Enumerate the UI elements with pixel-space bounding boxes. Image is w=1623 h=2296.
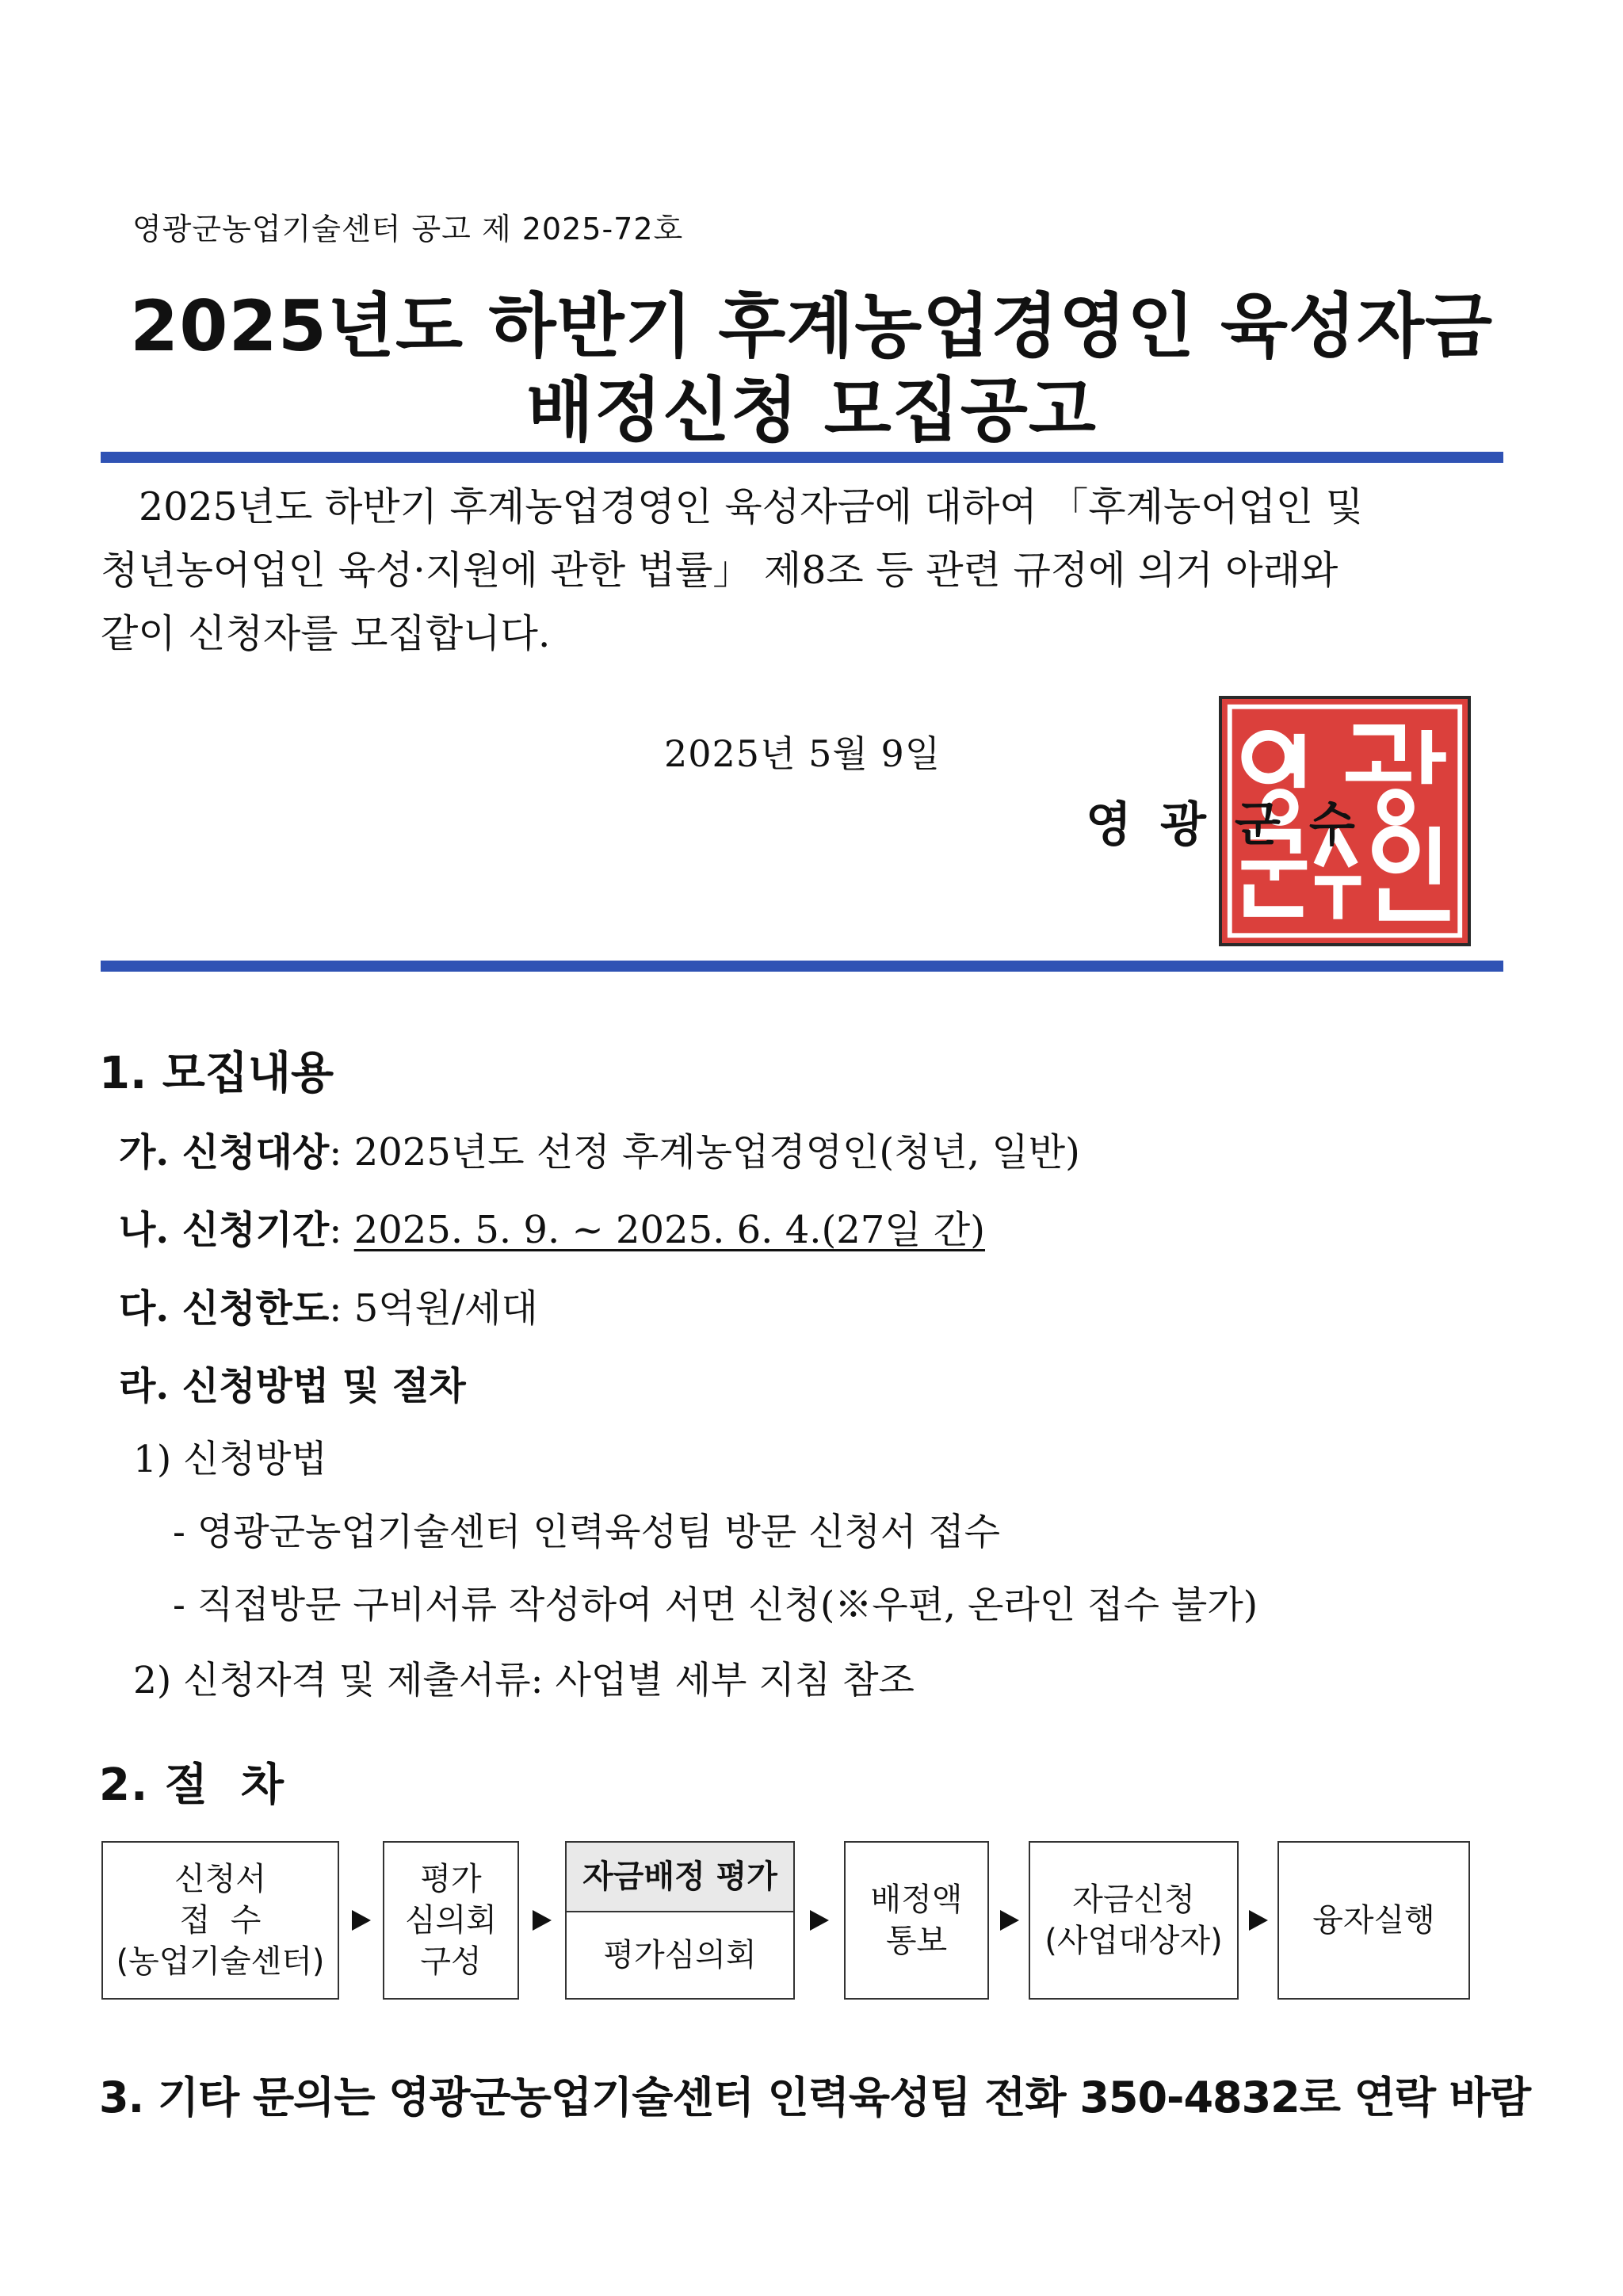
triangle-right-icon <box>352 1910 371 1931</box>
item-value: : 2025년도 선정 후계농업경영인(청년, 일반) <box>329 1130 1080 1175</box>
triangle-right-icon <box>810 1910 829 1931</box>
step-line: 평가심의회 <box>603 1937 757 1973</box>
item-label: 다. 신청한도 <box>119 1286 330 1331</box>
item-period <box>119 1199 985 1254</box>
qualification-note: 2) 신청자격 및 제출서류: 사업별 세부 지침 참조 <box>133 1659 915 1702</box>
item-applicant <box>119 1121 1080 1176</box>
item-label: 나. 신청기간 <box>119 1208 330 1252</box>
step-line: 배정액 <box>870 1881 963 1918</box>
intro-line-1: 2025년도 하반기 후계농업경영인 육성자금에 대하여 「후계농어업인 및 <box>139 484 1364 529</box>
step-fund-request <box>1029 1841 1239 2000</box>
step-evaluation <box>565 1841 795 2000</box>
step-line: 구성 <box>420 1943 482 1980</box>
item-value: : 5억원/세대 <box>329 1286 538 1331</box>
step-application <box>101 1841 339 2000</box>
triangle-right-icon <box>533 1910 552 1931</box>
notice-number: 영광군농업기술센터 공고 제 2025-72호 <box>132 212 684 246</box>
intro-paragraph <box>101 476 1503 666</box>
item-value-prefix: : <box>329 1208 354 1252</box>
item-value: 2025. 5. 9. ~ 2025. 6. 4.(27일 간) <box>353 1208 986 1252</box>
page-title-line-1: 2025년도 하반기 후계농업경영인 육성자금 <box>130 285 1493 367</box>
intro-line-2: 청년농어업인 육성·지원에 관한 법률」 제8조 등 관련 규정에 의거 아래와 <box>101 548 1338 593</box>
governor-name: 영광군수 <box>1086 797 1384 853</box>
step-line: 융자실행 <box>1312 1902 1435 1939</box>
step-line: (농업기술센터) <box>116 1943 325 1980</box>
step-line: (사업대상자) <box>1044 1923 1223 1959</box>
step-line: 통보 <box>885 1923 948 1959</box>
section-3-contact: 3. 기타 문의는 영광군농업기술센터 인력육성팀 전화 350-4832로 연락 바람 <box>99 2073 1531 2122</box>
section-1-heading: 1. 모집내용 <box>99 1048 334 1099</box>
item-label: 가. 신청대상 <box>119 1130 330 1175</box>
step-committee <box>383 1841 519 2000</box>
item-method <box>119 1355 466 1410</box>
step-line: 자금신청 <box>1072 1881 1195 1918</box>
section-2-heading: 2. 절 차 <box>99 1759 285 1811</box>
step-notification <box>844 1841 989 2000</box>
step-header: 자금배정 평가 <box>567 1843 793 1912</box>
step-line: 평가 <box>420 1861 482 1897</box>
item-limit <box>119 1278 538 1332</box>
notice-date: 2025년 5월 9일 <box>664 732 941 775</box>
bottom-divider <box>101 961 1503 972</box>
page-title-line-2: 배정신청 모집공고 <box>526 369 1097 451</box>
method-item: - 영광군농업기술센터 인력육성팀 방문 신청서 접수 <box>173 1511 1001 1554</box>
step-line: 접 수 <box>179 1902 262 1939</box>
step-line: 심의회 <box>405 1902 497 1939</box>
method-heading: 1) 신청방법 <box>133 1438 327 1481</box>
top-divider <box>101 452 1503 463</box>
triangle-right-icon <box>1000 1910 1019 1931</box>
step-loan-execution <box>1277 1841 1470 2000</box>
step-line: 신청서 <box>174 1861 266 1897</box>
triangle-right-icon <box>1249 1910 1268 1931</box>
item-label: 라. 신청방법 및 절차 <box>119 1364 466 1408</box>
method-item: - 직접방문 구비서류 작성하여 서면 신청(※우편, 온라인 접수 불가) <box>173 1584 1258 1627</box>
intro-line-3: 같이 신청자를 모집합니다. <box>101 611 551 656</box>
